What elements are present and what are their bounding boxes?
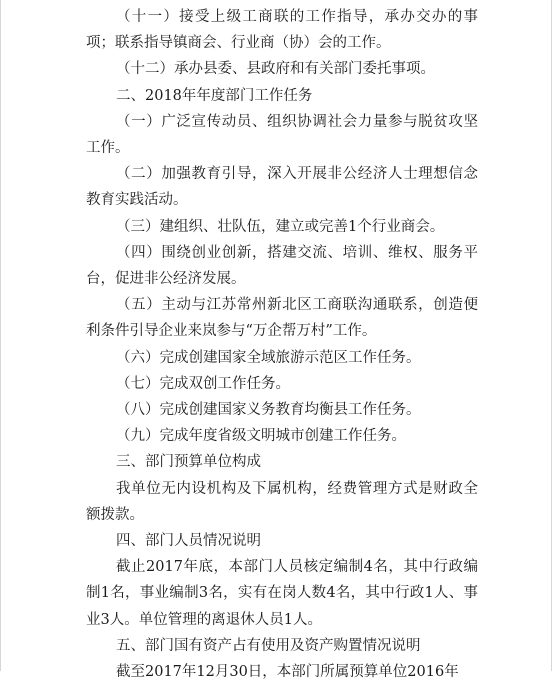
page-border-left [0, 0, 1, 671]
paragraph: （三）建组织、壮队伍，建立或完善1个行业商会。 [116, 218, 445, 235]
paragraph: （二）加强教育引导，深入开展非公经济人士理想信念教育实践活动。 [86, 166, 478, 209]
paragraph: 五、部门国有资产占有使用及资产购置情况说明 [116, 637, 421, 654]
paragraph: （五）主动与江苏常州新北区工商联沟通联系，创造便利条件引导企业来岚参与“万企帮万村”工作。 [86, 297, 478, 340]
paragraph: 二、2018年年度部门工作任务 [116, 87, 313, 104]
paragraph: （九）完成年度省级文明城市创建工作任务。 [116, 428, 406, 445]
paragraph: （六）完成创建国家全域旅游示范区工作任务。 [116, 349, 421, 366]
paragraph: （十二）承办县委、县政府和有关部门委托事项。 [116, 61, 435, 78]
paragraph: 我单位无内设机构及下属机构，经费管理方式是财政全额拨款。 [86, 480, 478, 523]
paragraph: 三、部门预算单位构成 [116, 454, 261, 471]
paragraph: （十一）接受上级工商联的工作指导，承办交办的事项；联系指导镇商会、行业商（协）会的工作。 [86, 9, 478, 52]
paragraph: 截止2017年底，本部门人员核定编制4名，其中行政编制1名，事业编制3名，实有在岗人数4名，其中行政1人、事业3人。单位管理的离退休人员1人。 [86, 559, 478, 628]
document-body [86, 4, 478, 685]
paragraph: 截至2017年12月30日，本部门所属预算单位2016年 [116, 664, 459, 681]
paragraph: （四）围绕创业创新，搭建交流、培训、维权、服务平台，促进非公经济发展。 [86, 244, 478, 288]
paragraph: 四、部门人员情况说明 [116, 533, 261, 550]
paragraph: （一）广泛宣传动员、组织协调社会力量参与脱贫攻坚工作。 [86, 113, 478, 157]
paragraph: （八）完成创建国家义务教育均衡县工作任务。 [116, 402, 421, 419]
paragraph: （七）完成双创工作任务。 [116, 375, 290, 392]
